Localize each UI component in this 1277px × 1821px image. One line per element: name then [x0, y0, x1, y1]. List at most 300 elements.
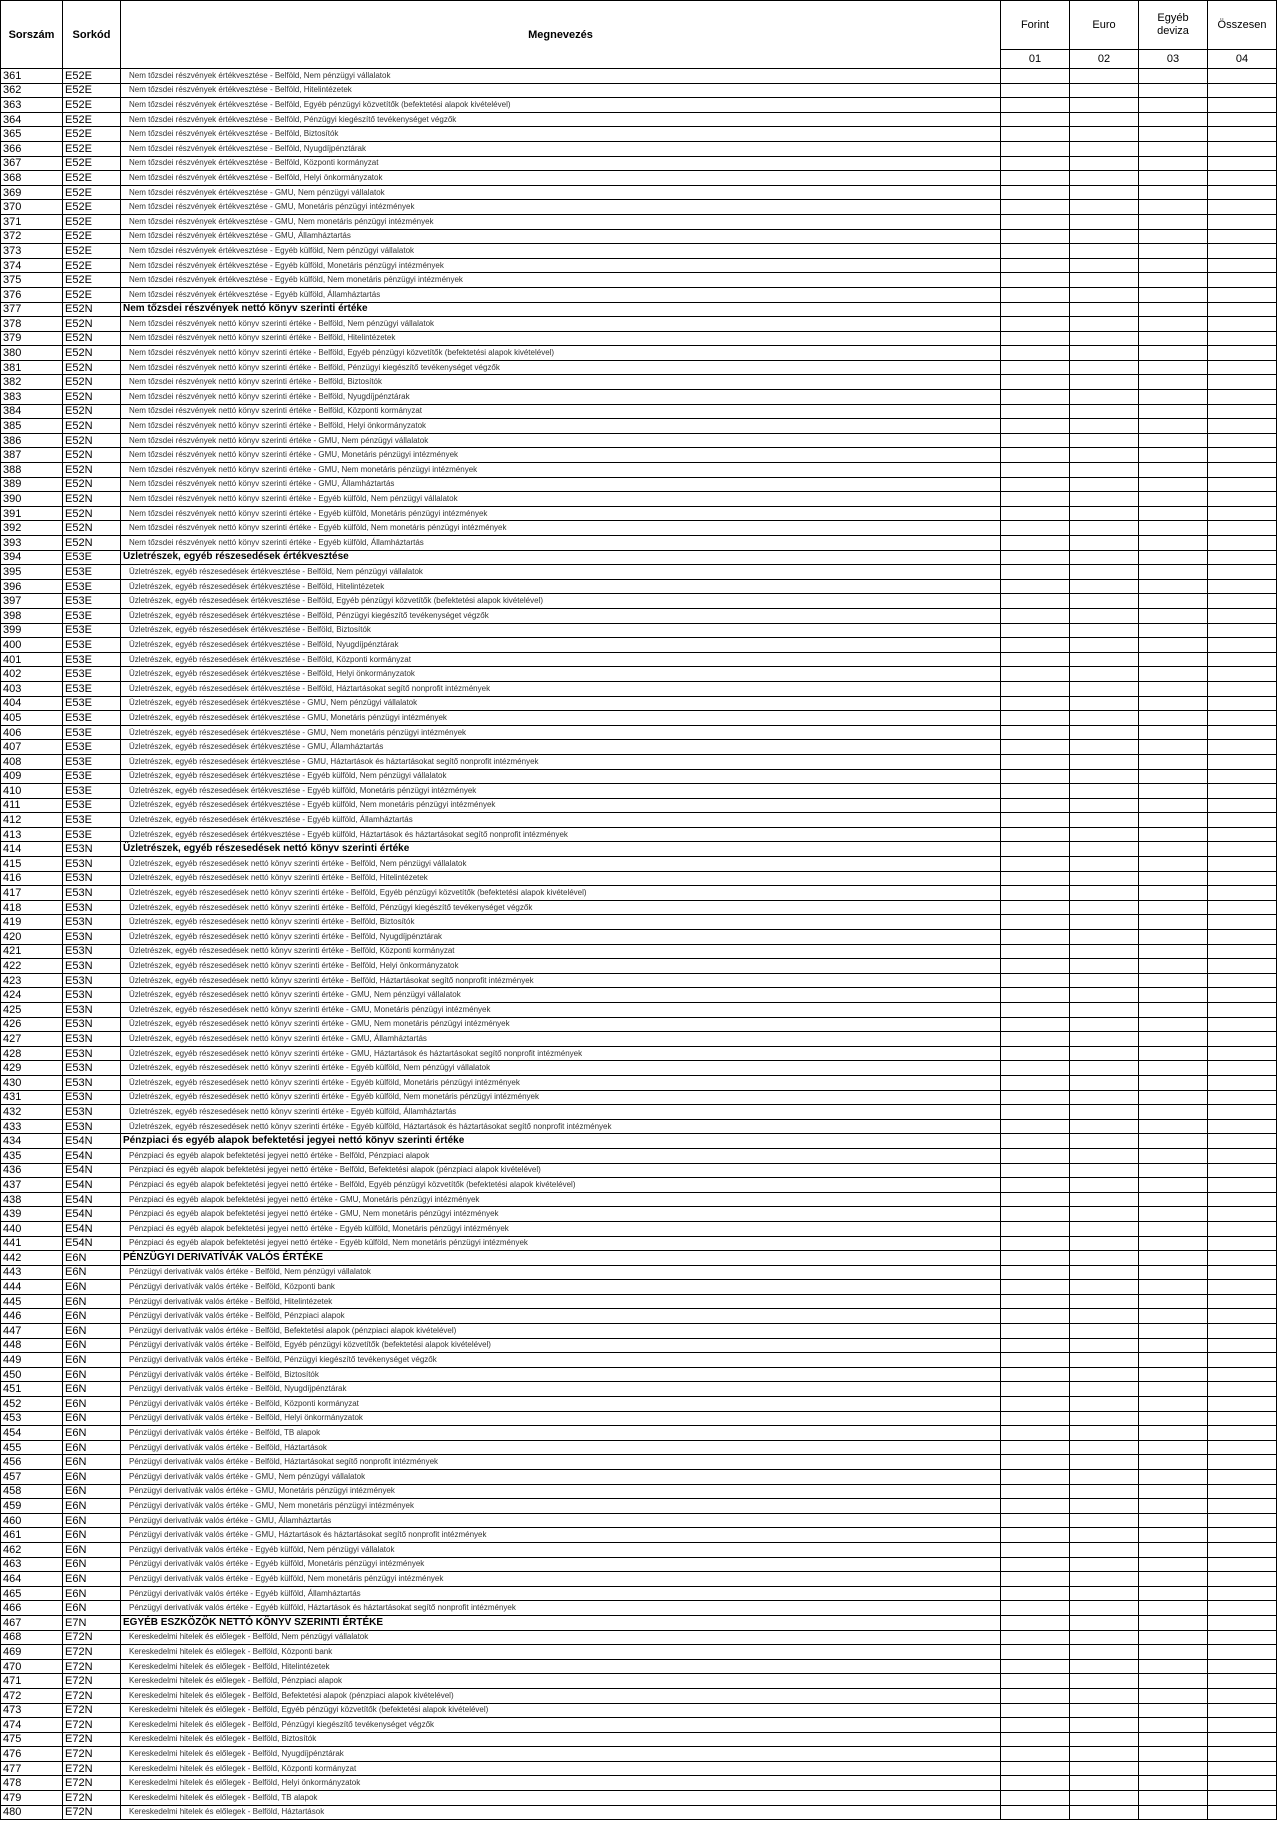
cell-euro[interactable]: [1070, 1470, 1139, 1485]
cell-osszesen[interactable]: [1208, 1776, 1277, 1791]
cell-euro[interactable]: [1070, 813, 1139, 828]
cell-euro[interactable]: [1070, 1105, 1139, 1120]
cell-euro[interactable]: [1070, 1586, 1139, 1601]
cell-forint[interactable]: [1001, 1192, 1070, 1207]
cell-osszesen[interactable]: [1208, 1747, 1277, 1762]
cell-egyeb-deviza[interactable]: [1139, 1470, 1208, 1485]
cell-euro[interactable]: [1070, 842, 1139, 857]
cell-forint[interactable]: [1001, 127, 1070, 142]
cell-forint[interactable]: [1001, 915, 1070, 930]
cell-forint[interactable]: [1001, 1280, 1070, 1295]
cell-euro[interactable]: [1070, 1294, 1139, 1309]
cell-egyeb-deviza[interactable]: [1139, 98, 1208, 113]
cell-egyeb-deviza[interactable]: [1139, 1324, 1208, 1339]
cell-osszesen[interactable]: [1208, 1251, 1277, 1266]
cell-egyeb-deviza[interactable]: [1139, 302, 1208, 317]
cell-euro[interactable]: [1070, 1747, 1139, 1762]
cell-euro[interactable]: [1070, 988, 1139, 1003]
cell-osszesen[interactable]: [1208, 200, 1277, 215]
cell-osszesen[interactable]: [1208, 944, 1277, 959]
cell-euro[interactable]: [1070, 1528, 1139, 1543]
cell-egyeb-deviza[interactable]: [1139, 959, 1208, 974]
cell-osszesen[interactable]: [1208, 784, 1277, 799]
cell-forint[interactable]: [1001, 83, 1070, 98]
cell-forint[interactable]: [1001, 608, 1070, 623]
cell-euro[interactable]: [1070, 1119, 1139, 1134]
cell-euro[interactable]: [1070, 1280, 1139, 1295]
cell-euro[interactable]: [1070, 725, 1139, 740]
cell-egyeb-deviza[interactable]: [1139, 375, 1208, 390]
cell-egyeb-deviza[interactable]: [1139, 1499, 1208, 1514]
cell-euro[interactable]: [1070, 1411, 1139, 1426]
cell-egyeb-deviza[interactable]: [1139, 1148, 1208, 1163]
cell-forint[interactable]: [1001, 1207, 1070, 1222]
cell-egyeb-deviza[interactable]: [1139, 1703, 1208, 1718]
cell-forint[interactable]: [1001, 98, 1070, 113]
cell-euro[interactable]: [1070, 1207, 1139, 1222]
cell-euro[interactable]: [1070, 1791, 1139, 1806]
cell-egyeb-deviza[interactable]: [1139, 594, 1208, 609]
cell-egyeb-deviza[interactable]: [1139, 273, 1208, 288]
cell-osszesen[interactable]: [1208, 244, 1277, 259]
cell-forint[interactable]: [1001, 1163, 1070, 1178]
cell-forint[interactable]: [1001, 1148, 1070, 1163]
cell-egyeb-deviza[interactable]: [1139, 1732, 1208, 1747]
cell-egyeb-deviza[interactable]: [1139, 1397, 1208, 1412]
cell-euro[interactable]: [1070, 944, 1139, 959]
cell-forint[interactable]: [1001, 857, 1070, 872]
cell-egyeb-deviza[interactable]: [1139, 448, 1208, 463]
cell-egyeb-deviza[interactable]: [1139, 1440, 1208, 1455]
cell-osszesen[interactable]: [1208, 930, 1277, 945]
cell-euro[interactable]: [1070, 1032, 1139, 1047]
cell-forint[interactable]: [1001, 331, 1070, 346]
cell-egyeb-deviza[interactable]: [1139, 944, 1208, 959]
cell-egyeb-deviza[interactable]: [1139, 360, 1208, 375]
cell-osszesen[interactable]: [1208, 711, 1277, 726]
cell-egyeb-deviza[interactable]: [1139, 1236, 1208, 1251]
cell-osszesen[interactable]: [1208, 1615, 1277, 1630]
cell-osszesen[interactable]: [1208, 1236, 1277, 1251]
cell-forint[interactable]: [1001, 521, 1070, 536]
cell-egyeb-deviza[interactable]: [1139, 725, 1208, 740]
cell-euro[interactable]: [1070, 915, 1139, 930]
cell-osszesen[interactable]: [1208, 1032, 1277, 1047]
cell-osszesen[interactable]: [1208, 1426, 1277, 1441]
cell-forint[interactable]: [1001, 317, 1070, 332]
cell-euro[interactable]: [1070, 1382, 1139, 1397]
cell-forint[interactable]: [1001, 1017, 1070, 1032]
cell-forint[interactable]: [1001, 1674, 1070, 1689]
cell-osszesen[interactable]: [1208, 1703, 1277, 1718]
cell-egyeb-deviza[interactable]: [1139, 1513, 1208, 1528]
cell-osszesen[interactable]: [1208, 1470, 1277, 1485]
cell-osszesen[interactable]: [1208, 1134, 1277, 1149]
cell-forint[interactable]: [1001, 1397, 1070, 1412]
cell-osszesen[interactable]: [1208, 156, 1277, 171]
cell-egyeb-deviza[interactable]: [1139, 1411, 1208, 1426]
cell-forint[interactable]: [1001, 1586, 1070, 1601]
cell-egyeb-deviza[interactable]: [1139, 1557, 1208, 1572]
cell-euro[interactable]: [1070, 127, 1139, 142]
cell-egyeb-deviza[interactable]: [1139, 229, 1208, 244]
cell-euro[interactable]: [1070, 959, 1139, 974]
cell-egyeb-deviza[interactable]: [1139, 886, 1208, 901]
cell-forint[interactable]: [1001, 1178, 1070, 1193]
cell-euro[interactable]: [1070, 112, 1139, 127]
cell-egyeb-deviza[interactable]: [1139, 419, 1208, 434]
cell-egyeb-deviza[interactable]: [1139, 1601, 1208, 1616]
cell-egyeb-deviza[interactable]: [1139, 871, 1208, 886]
cell-egyeb-deviza[interactable]: [1139, 346, 1208, 361]
cell-osszesen[interactable]: [1208, 1397, 1277, 1412]
cell-forint[interactable]: [1001, 1528, 1070, 1543]
cell-osszesen[interactable]: [1208, 1090, 1277, 1105]
cell-egyeb-deviza[interactable]: [1139, 244, 1208, 259]
cell-forint[interactable]: [1001, 1090, 1070, 1105]
cell-egyeb-deviza[interactable]: [1139, 784, 1208, 799]
cell-osszesen[interactable]: [1208, 1440, 1277, 1455]
cell-osszesen[interactable]: [1208, 900, 1277, 915]
cell-euro[interactable]: [1070, 317, 1139, 332]
cell-egyeb-deviza[interactable]: [1139, 1207, 1208, 1222]
cell-osszesen[interactable]: [1208, 638, 1277, 653]
cell-osszesen[interactable]: [1208, 667, 1277, 682]
cell-egyeb-deviza[interactable]: [1139, 754, 1208, 769]
cell-euro[interactable]: [1070, 69, 1139, 84]
cell-forint[interactable]: [1001, 711, 1070, 726]
cell-egyeb-deviza[interactable]: [1139, 1791, 1208, 1806]
cell-osszesen[interactable]: [1208, 1557, 1277, 1572]
cell-egyeb-deviza[interactable]: [1139, 667, 1208, 682]
cell-forint[interactable]: [1001, 1542, 1070, 1557]
cell-egyeb-deviza[interactable]: [1139, 1630, 1208, 1645]
cell-euro[interactable]: [1070, 258, 1139, 273]
cell-osszesen[interactable]: [1208, 214, 1277, 229]
cell-osszesen[interactable]: [1208, 536, 1277, 551]
cell-euro[interactable]: [1070, 594, 1139, 609]
cell-forint[interactable]: [1001, 1499, 1070, 1514]
cell-egyeb-deviza[interactable]: [1139, 1367, 1208, 1382]
cell-egyeb-deviza[interactable]: [1139, 463, 1208, 478]
cell-egyeb-deviza[interactable]: [1139, 1032, 1208, 1047]
cell-forint[interactable]: [1001, 156, 1070, 171]
cell-egyeb-deviza[interactable]: [1139, 1776, 1208, 1791]
cell-forint[interactable]: [1001, 273, 1070, 288]
cell-euro[interactable]: [1070, 302, 1139, 317]
cell-forint[interactable]: [1001, 1324, 1070, 1339]
cell-euro[interactable]: [1070, 1251, 1139, 1266]
cell-egyeb-deviza[interactable]: [1139, 579, 1208, 594]
cell-forint[interactable]: [1001, 1557, 1070, 1572]
cell-egyeb-deviza[interactable]: [1139, 1309, 1208, 1324]
cell-osszesen[interactable]: [1208, 1674, 1277, 1689]
cell-osszesen[interactable]: [1208, 1761, 1277, 1776]
cell-forint[interactable]: [1001, 769, 1070, 784]
cell-osszesen[interactable]: [1208, 1791, 1277, 1806]
cell-egyeb-deviza[interactable]: [1139, 171, 1208, 186]
cell-osszesen[interactable]: [1208, 769, 1277, 784]
cell-forint[interactable]: [1001, 1688, 1070, 1703]
cell-forint[interactable]: [1001, 1426, 1070, 1441]
cell-osszesen[interactable]: [1208, 652, 1277, 667]
cell-euro[interactable]: [1070, 1572, 1139, 1587]
cell-forint[interactable]: [1001, 506, 1070, 521]
cell-forint[interactable]: [1001, 492, 1070, 507]
cell-osszesen[interactable]: [1208, 185, 1277, 200]
cell-osszesen[interactable]: [1208, 492, 1277, 507]
cell-egyeb-deviza[interactable]: [1139, 1294, 1208, 1309]
cell-euro[interactable]: [1070, 1221, 1139, 1236]
cell-forint[interactable]: [1001, 784, 1070, 799]
cell-euro[interactable]: [1070, 331, 1139, 346]
cell-forint[interactable]: [1001, 1703, 1070, 1718]
cell-osszesen[interactable]: [1208, 1061, 1277, 1076]
cell-egyeb-deviza[interactable]: [1139, 1251, 1208, 1266]
cell-osszesen[interactable]: [1208, 973, 1277, 988]
cell-forint[interactable]: [1001, 244, 1070, 259]
cell-forint[interactable]: [1001, 638, 1070, 653]
cell-osszesen[interactable]: [1208, 871, 1277, 886]
cell-forint[interactable]: [1001, 1367, 1070, 1382]
cell-euro[interactable]: [1070, 711, 1139, 726]
cell-osszesen[interactable]: [1208, 1411, 1277, 1426]
cell-egyeb-deviza[interactable]: [1139, 404, 1208, 419]
cell-egyeb-deviza[interactable]: [1139, 1455, 1208, 1470]
cell-forint[interactable]: [1001, 1032, 1070, 1047]
cell-forint[interactable]: [1001, 463, 1070, 478]
cell-osszesen[interactable]: [1208, 404, 1277, 419]
cell-forint[interactable]: [1001, 536, 1070, 551]
cell-euro[interactable]: [1070, 871, 1139, 886]
cell-egyeb-deviza[interactable]: [1139, 1265, 1208, 1280]
cell-egyeb-deviza[interactable]: [1139, 492, 1208, 507]
cell-euro[interactable]: [1070, 244, 1139, 259]
cell-euro[interactable]: [1070, 681, 1139, 696]
cell-egyeb-deviza[interactable]: [1139, 127, 1208, 142]
cell-forint[interactable]: [1001, 346, 1070, 361]
cell-euro[interactable]: [1070, 1353, 1139, 1368]
cell-euro[interactable]: [1070, 900, 1139, 915]
cell-egyeb-deviza[interactable]: [1139, 390, 1208, 405]
cell-osszesen[interactable]: [1208, 1163, 1277, 1178]
cell-osszesen[interactable]: [1208, 1630, 1277, 1645]
cell-osszesen[interactable]: [1208, 390, 1277, 405]
cell-osszesen[interactable]: [1208, 273, 1277, 288]
cell-egyeb-deviza[interactable]: [1139, 536, 1208, 551]
cell-forint[interactable]: [1001, 1805, 1070, 1820]
cell-egyeb-deviza[interactable]: [1139, 83, 1208, 98]
cell-euro[interactable]: [1070, 287, 1139, 302]
cell-egyeb-deviza[interactable]: [1139, 1221, 1208, 1236]
cell-osszesen[interactable]: [1208, 1499, 1277, 1514]
cell-osszesen[interactable]: [1208, 1294, 1277, 1309]
cell-euro[interactable]: [1070, 579, 1139, 594]
cell-forint[interactable]: [1001, 1294, 1070, 1309]
cell-forint[interactable]: [1001, 1732, 1070, 1747]
cell-forint[interactable]: [1001, 404, 1070, 419]
cell-forint[interactable]: [1001, 360, 1070, 375]
cell-euro[interactable]: [1070, 156, 1139, 171]
cell-osszesen[interactable]: [1208, 171, 1277, 186]
cell-egyeb-deviza[interactable]: [1139, 1105, 1208, 1120]
cell-egyeb-deviza[interactable]: [1139, 506, 1208, 521]
cell-forint[interactable]: [1001, 1615, 1070, 1630]
cell-euro[interactable]: [1070, 419, 1139, 434]
cell-euro[interactable]: [1070, 200, 1139, 215]
cell-euro[interactable]: [1070, 1499, 1139, 1514]
cell-egyeb-deviza[interactable]: [1139, 915, 1208, 930]
cell-euro[interactable]: [1070, 1513, 1139, 1528]
cell-egyeb-deviza[interactable]: [1139, 1426, 1208, 1441]
cell-forint[interactable]: [1001, 754, 1070, 769]
cell-egyeb-deviza[interactable]: [1139, 141, 1208, 156]
cell-egyeb-deviza[interactable]: [1139, 1338, 1208, 1353]
cell-osszesen[interactable]: [1208, 696, 1277, 711]
cell-euro[interactable]: [1070, 536, 1139, 551]
cell-egyeb-deviza[interactable]: [1139, 798, 1208, 813]
cell-osszesen[interactable]: [1208, 915, 1277, 930]
cell-osszesen[interactable]: [1208, 1280, 1277, 1295]
cell-osszesen[interactable]: [1208, 1075, 1277, 1090]
cell-forint[interactable]: [1001, 944, 1070, 959]
cell-euro[interactable]: [1070, 769, 1139, 784]
cell-forint[interactable]: [1001, 1309, 1070, 1324]
cell-egyeb-deviza[interactable]: [1139, 1747, 1208, 1762]
cell-forint[interactable]: [1001, 1338, 1070, 1353]
cell-egyeb-deviza[interactable]: [1139, 842, 1208, 857]
cell-forint[interactable]: [1001, 171, 1070, 186]
cell-euro[interactable]: [1070, 185, 1139, 200]
cell-osszesen[interactable]: [1208, 98, 1277, 113]
cell-egyeb-deviza[interactable]: [1139, 608, 1208, 623]
cell-euro[interactable]: [1070, 1645, 1139, 1660]
cell-forint[interactable]: [1001, 1572, 1070, 1587]
cell-egyeb-deviza[interactable]: [1139, 1615, 1208, 1630]
cell-forint[interactable]: [1001, 1046, 1070, 1061]
cell-egyeb-deviza[interactable]: [1139, 550, 1208, 565]
cell-forint[interactable]: [1001, 579, 1070, 594]
cell-euro[interactable]: [1070, 1426, 1139, 1441]
cell-egyeb-deviza[interactable]: [1139, 1484, 1208, 1499]
cell-osszesen[interactable]: [1208, 1484, 1277, 1499]
cell-forint[interactable]: [1001, 1484, 1070, 1499]
cell-egyeb-deviza[interactable]: [1139, 1761, 1208, 1776]
cell-egyeb-deviza[interactable]: [1139, 1119, 1208, 1134]
cell-osszesen[interactable]: [1208, 141, 1277, 156]
cell-forint[interactable]: [1001, 229, 1070, 244]
cell-euro[interactable]: [1070, 798, 1139, 813]
cell-forint[interactable]: [1001, 798, 1070, 813]
cell-egyeb-deviza[interactable]: [1139, 1382, 1208, 1397]
cell-euro[interactable]: [1070, 1075, 1139, 1090]
cell-osszesen[interactable]: [1208, 1207, 1277, 1222]
cell-egyeb-deviza[interactable]: [1139, 827, 1208, 842]
cell-osszesen[interactable]: [1208, 463, 1277, 478]
cell-forint[interactable]: [1001, 112, 1070, 127]
cell-forint[interactable]: [1001, 959, 1070, 974]
cell-forint[interactable]: [1001, 1265, 1070, 1280]
cell-forint[interactable]: [1001, 1601, 1070, 1616]
cell-euro[interactable]: [1070, 1776, 1139, 1791]
cell-euro[interactable]: [1070, 521, 1139, 536]
cell-osszesen[interactable]: [1208, 754, 1277, 769]
cell-egyeb-deviza[interactable]: [1139, 156, 1208, 171]
cell-euro[interactable]: [1070, 273, 1139, 288]
cell-euro[interactable]: [1070, 390, 1139, 405]
cell-forint[interactable]: [1001, 1791, 1070, 1806]
cell-egyeb-deviza[interactable]: [1139, 1805, 1208, 1820]
cell-osszesen[interactable]: [1208, 331, 1277, 346]
cell-forint[interactable]: [1001, 1353, 1070, 1368]
cell-egyeb-deviza[interactable]: [1139, 1163, 1208, 1178]
cell-forint[interactable]: [1001, 69, 1070, 84]
cell-osszesen[interactable]: [1208, 1192, 1277, 1207]
cell-osszesen[interactable]: [1208, 798, 1277, 813]
cell-euro[interactable]: [1070, 1324, 1139, 1339]
cell-forint[interactable]: [1001, 623, 1070, 638]
cell-forint[interactable]: [1001, 1105, 1070, 1120]
cell-euro[interactable]: [1070, 1338, 1139, 1353]
cell-egyeb-deviza[interactable]: [1139, 1572, 1208, 1587]
cell-osszesen[interactable]: [1208, 1601, 1277, 1616]
cell-euro[interactable]: [1070, 1732, 1139, 1747]
cell-egyeb-deviza[interactable]: [1139, 1542, 1208, 1557]
cell-euro[interactable]: [1070, 448, 1139, 463]
cell-egyeb-deviza[interactable]: [1139, 1061, 1208, 1076]
cell-euro[interactable]: [1070, 1761, 1139, 1776]
cell-euro[interactable]: [1070, 857, 1139, 872]
cell-euro[interactable]: [1070, 1367, 1139, 1382]
cell-forint[interactable]: [1001, 1003, 1070, 1018]
cell-egyeb-deviza[interactable]: [1139, 769, 1208, 784]
cell-forint[interactable]: [1001, 1470, 1070, 1485]
cell-osszesen[interactable]: [1208, 988, 1277, 1003]
cell-euro[interactable]: [1070, 229, 1139, 244]
cell-osszesen[interactable]: [1208, 1017, 1277, 1032]
cell-osszesen[interactable]: [1208, 1513, 1277, 1528]
cell-euro[interactable]: [1070, 1440, 1139, 1455]
cell-euro[interactable]: [1070, 638, 1139, 653]
cell-forint[interactable]: [1001, 390, 1070, 405]
cell-forint[interactable]: [1001, 827, 1070, 842]
cell-forint[interactable]: [1001, 696, 1070, 711]
cell-osszesen[interactable]: [1208, 1148, 1277, 1163]
cell-euro[interactable]: [1070, 1455, 1139, 1470]
cell-osszesen[interactable]: [1208, 565, 1277, 580]
cell-egyeb-deviza[interactable]: [1139, 258, 1208, 273]
cell-euro[interactable]: [1070, 506, 1139, 521]
cell-forint[interactable]: [1001, 1659, 1070, 1674]
cell-euro[interactable]: [1070, 1236, 1139, 1251]
cell-osszesen[interactable]: [1208, 1324, 1277, 1339]
cell-osszesen[interactable]: [1208, 740, 1277, 755]
cell-osszesen[interactable]: [1208, 419, 1277, 434]
cell-euro[interactable]: [1070, 214, 1139, 229]
cell-forint[interactable]: [1001, 1513, 1070, 1528]
cell-osszesen[interactable]: [1208, 477, 1277, 492]
cell-egyeb-deviza[interactable]: [1139, 1192, 1208, 1207]
cell-euro[interactable]: [1070, 827, 1139, 842]
cell-euro[interactable]: [1070, 696, 1139, 711]
cell-osszesen[interactable]: [1208, 608, 1277, 623]
cell-forint[interactable]: [1001, 1251, 1070, 1266]
cell-euro[interactable]: [1070, 404, 1139, 419]
cell-osszesen[interactable]: [1208, 623, 1277, 638]
cell-forint[interactable]: [1001, 681, 1070, 696]
cell-osszesen[interactable]: [1208, 857, 1277, 872]
cell-egyeb-deviza[interactable]: [1139, 1280, 1208, 1295]
